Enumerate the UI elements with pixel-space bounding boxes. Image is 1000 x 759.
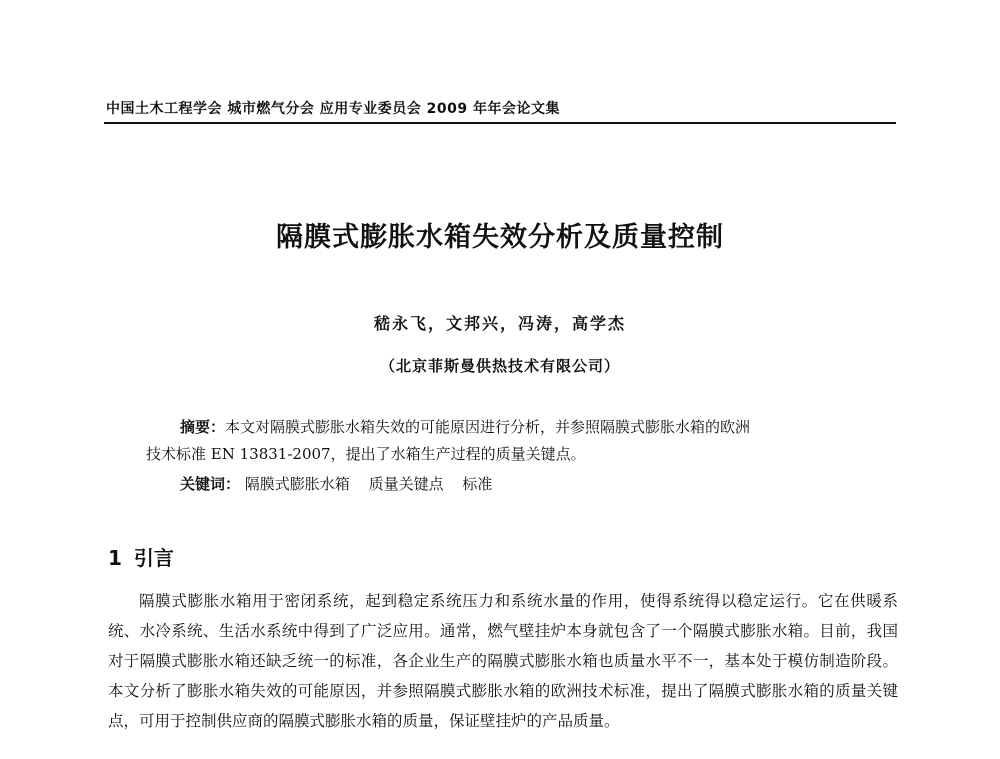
section-body <box>108 586 898 736</box>
keyword-item: 质量关键点 <box>368 475 444 493</box>
keywords-label: 关键词： <box>180 475 241 493</box>
section-title: 引言 <box>133 546 174 570</box>
section-number: 1 <box>108 546 122 570</box>
keywords <box>180 473 880 494</box>
keyword-item: 标准 <box>462 475 493 493</box>
body-paragraph: 隔膜式膨胀水箱用于密闭系统，起到稳定系统压力和系统水量的作用，使得系统得以稳定运行。它在供暖系统、水冷系统、生活水系统中得到了广泛应用。通常，燃气壁挂炉本身就包含了一个隔膜式膨胀水箱。目前，我国对于隔膜式膨胀水箱还缺乏统一的标准，各企业生产的隔膜式膨胀水箱也质量水平不一，基本处于模仿制造阶段。本文分析了膨胀水箱失效的可能原因，并参照隔膜式膨胀水箱的欧洲技术标准，提出了隔膜式膨胀水箱的质量关键点，可用于控制供应商的隔膜式膨胀水箱的质量，保证壁挂炉的产品质量。 <box>108 592 898 730</box>
abstract-text-2: 技术标准 EN 13831-2007，提出了水箱生产过程的质量关键点。 <box>146 445 586 463</box>
section-heading <box>108 542 174 571</box>
paper-authors: 嵇永飞，文邦兴，冯涛，高学杰 <box>373 314 626 333</box>
abstract <box>146 414 876 468</box>
abstract-text-1: 本文对隔膜式膨胀水箱失效的可能原因进行分析，并参照隔膜式膨胀水箱的欧洲 <box>225 418 751 436</box>
abstract-label: 摘要： <box>180 418 226 436</box>
paper-title: 隔膜式膨胀水箱失效分析及质量控制 <box>276 222 724 253</box>
running-header: 中国土木工程学会 城市燃气分会 应用专业委员会 2009 年年会论文集 <box>106 101 560 117</box>
header-rule <box>104 122 896 124</box>
keyword-item: 隔膜式膨胀水箱 <box>244 475 350 493</box>
paper-affiliation: （北京菲斯曼供热技术有限公司） <box>379 357 620 375</box>
abstract-line-1 <box>146 414 876 441</box>
